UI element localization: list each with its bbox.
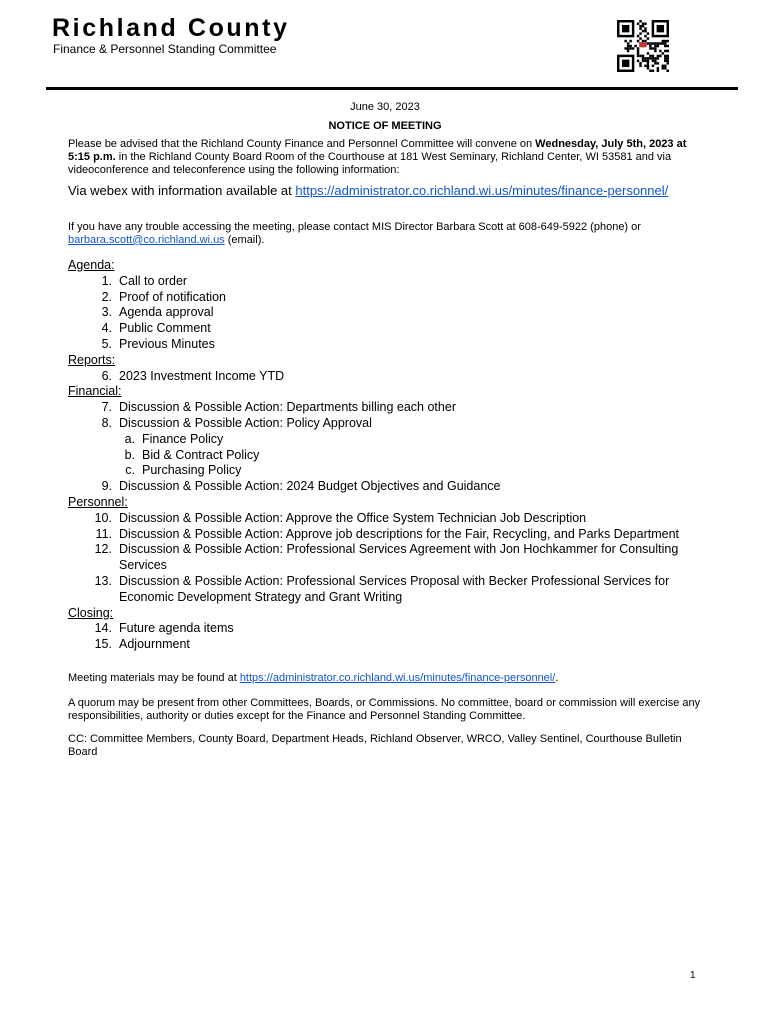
agenda-item [68,305,708,321]
notice-date: June 30, 2023 [350,101,420,113]
agenda-subitem-letter: a. [124,431,135,446]
agenda-item [68,369,708,385]
agenda-item-number: 3. [101,305,112,320]
agenda-subitem [68,448,708,464]
meeting-datetime: Wednesday, July 5th, 2023 at 5:15 p.m. [68,138,687,163]
agenda-item-text: Discussion & Possible Action: Departments billing each other [119,400,456,415]
trouble-paragraph [68,221,708,247]
agenda-item [68,400,708,416]
header-divider [46,87,738,90]
notice-heading: NOTICE OF MEETING [328,120,442,132]
agenda-item [68,637,708,653]
intro-location-text: in the Richland County Board Room of the Courthouse at 181 West Seminary, Richland Center, WI 53581 and via videoconference and teleconference using the following information: [68,150,672,176]
agenda-item-text: Adjournment [119,637,190,652]
agenda-item [68,527,708,543]
agenda-item-text: Public Comment [119,321,211,336]
webex-paragraph [68,184,708,198]
org-title: Richland County [52,14,290,42]
agenda-section-title: Financial: [68,384,122,399]
agenda-item-number: 10. [94,510,112,525]
agenda-item-number: 11. [95,526,112,541]
agenda-item-number: 1. [101,273,112,288]
webex-link[interactable]: https://administrator.co.richland.wi.us/minutes/finance-personnel/ [295,183,669,198]
agenda-item-text: Discussion & Possible Action: Professional Services Agreement with Jon Hochkammer for Consulting Services [119,542,679,573]
email-link[interactable]: barbara.scott@co.richland.wi.us [68,233,225,246]
agenda-item-text: Call to order [119,273,188,288]
agenda-item [68,321,708,337]
agenda-item-text: Previous Minutes [119,336,215,351]
agenda-section-title: Personnel: [68,494,128,509]
agenda-item [68,479,708,495]
agenda-item-number: 6. [101,368,112,383]
agenda-item-text: Discussion & Possible Action: Policy Approval [119,415,372,430]
agenda-item-text: Discussion & Possible Action: Approve job descriptions for the Fair, Recycling, and Parks Department [119,526,679,541]
agenda-item-number: 7. [101,400,112,415]
agenda-item-number: 8. [101,415,112,430]
agenda-subitem-text: Bid & Contract Policy [142,447,260,462]
page-number: 1 [690,970,696,981]
materials-link[interactable]: https://administrator.co.richland.wi.us/minutes/finance-personnel/ [239,672,556,684]
agenda-subitem-text: Finance Policy [142,431,224,446]
agenda-item-text: Agenda approval [119,305,214,320]
agenda-item-number: 9. [101,479,112,494]
agenda-item [68,290,708,306]
agenda-item [68,511,708,527]
trouble-text: If you have any trouble accessing the meeting, please contact MIS Director Barbara Scott at 608-649-5922 (phone) or [68,221,641,233]
trouble-after-text: (email). [224,233,265,246]
materials-text: Meeting materials may be found at [68,672,240,684]
agenda-section-title: Agenda: [68,258,115,272]
cc-paragraph: CC: Committee Members, County Board, Department Heads, Richland Observer, WRCO, Valley Sentinel, Courthouse Bulletin Board [68,733,682,758]
agenda-item-text: Discussion & Possible Action: 2024 Budget Objectives and Guidance [119,479,501,494]
agenda-item [68,337,708,353]
quorum-paragraph: A quorum may be present from other Committees, Boards, or Commissions. No committee, board or commission will exercise any responsibilities, authority or duties except for the Finance and Personnel Standing Committee. [68,697,701,722]
agenda-item-number: 15. [94,637,112,652]
agenda-subitem [68,432,708,448]
agenda-item-text: Future agenda items [119,621,234,636]
agenda-item-number: 13. [94,573,112,588]
materials-after-text: . [555,672,559,684]
agenda-item-number: 4. [101,321,112,336]
agenda-list [68,258,708,653]
materials-paragraph [68,672,708,685]
agenda-item-number: 12. [94,542,112,557]
agenda-item-number: 14. [94,621,112,636]
notice-intro [68,138,708,176]
agenda-item-text: Proof of notification [119,289,227,304]
agenda-section-title: Closing: [68,605,114,620]
agenda-subitem-letter: c. [125,463,135,478]
intro-text: Please be advised that the Richland County Finance and Personnel Committee will convene on [68,138,536,150]
org-subtitle: Finance & Personnel Standing Committee [53,42,277,56]
agenda-subitem [68,463,708,479]
agenda-item-number: 2. [101,289,112,304]
qr-code-icon [612,20,674,72]
agenda-item [68,574,708,606]
agenda-item-number: 5. [101,336,112,351]
agenda-item-text: Discussion & Possible Action: Approve the Office System Technician Job Description [119,510,587,525]
agenda-item-text: Discussion & Possible Action: Professional Services Proposal with Becker Professional Services for Economic Development Strategy and Grant Writing [119,573,670,604]
agenda-item-text: 2023 Investment Income YTD [119,368,285,383]
agenda-item [68,542,708,574]
agenda-item [68,416,708,432]
webex-text: Via webex with information available at [68,183,296,198]
agenda-section-title: Reports: [68,352,116,367]
agenda-subitem-text: Purchasing Policy [142,463,242,478]
agenda-subitem-letter: b. [124,447,135,462]
agenda-item [68,274,708,290]
agenda-item [68,621,708,637]
